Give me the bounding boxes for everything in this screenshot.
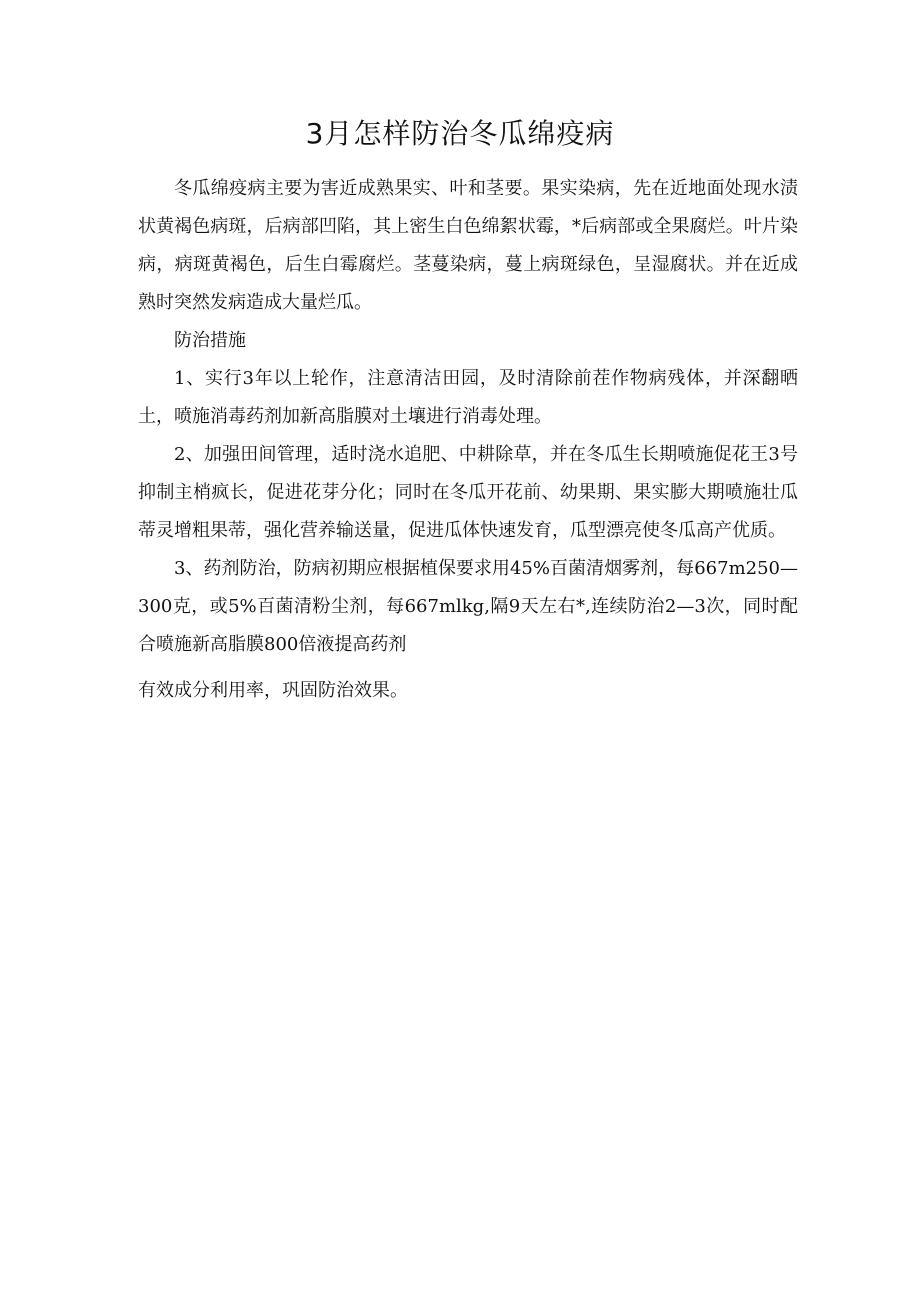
document-body — [138, 170, 798, 710]
paragraph-disease-description: 冬瓜绵疫病主要为害近成熟果实、叶和茎要。果实染病，先在近地面处现水渍状黄褐色病斑，后病部凹陷，其上密生白色绵絮状霉，*后病部或全果腐烂。叶片染病，病斑黄褐色，后生白霉腐烂。茎蔓染病，蔓上病斑绿色，呈湿腐状。并在近成熟时突然发病造成大量烂瓜。 — [138, 178, 798, 313]
document-title: 3月怎样防治冬瓜绵疫病 — [305, 117, 615, 150]
paragraph-measure-3: 3、药剂防治，防病初期应根据植保要求用45%百菌清烟雾剂，每667m250—300克，或5%百菌清粉尘剂，每667mlkg,隔9天左右*,连续防治2—3次，同时配合喷施新高脂膜800倍液提高药剂 — [138, 558, 798, 655]
paragraph-control-heading: 防治措施 — [174, 330, 246, 351]
paragraph-closing: 有效成分利用率，巩固防治效果。 — [138, 680, 408, 701]
paragraph-measure-2: 2、加强田间管理，适时浇水追肥、中耕除草，并在冬瓜生长期喷施促花王3号抑制主梢疯长，促进花芽分化；同时在冬瓜开花前、幼果期、果实膨大期喷施壮瓜蒂灵增粗果蒂，强化营养输送量，促进瓜体快速发育，瓜型漂亮使冬瓜高产优质。 — [138, 444, 798, 541]
paragraph-measure-1: 1、实行3年以上轮作，注意清洁田园，及时清除前茬作物病残体，并深翻晒土，喷施消毒药剂加新高脂膜对土壤进行消毒处理。 — [138, 368, 798, 427]
